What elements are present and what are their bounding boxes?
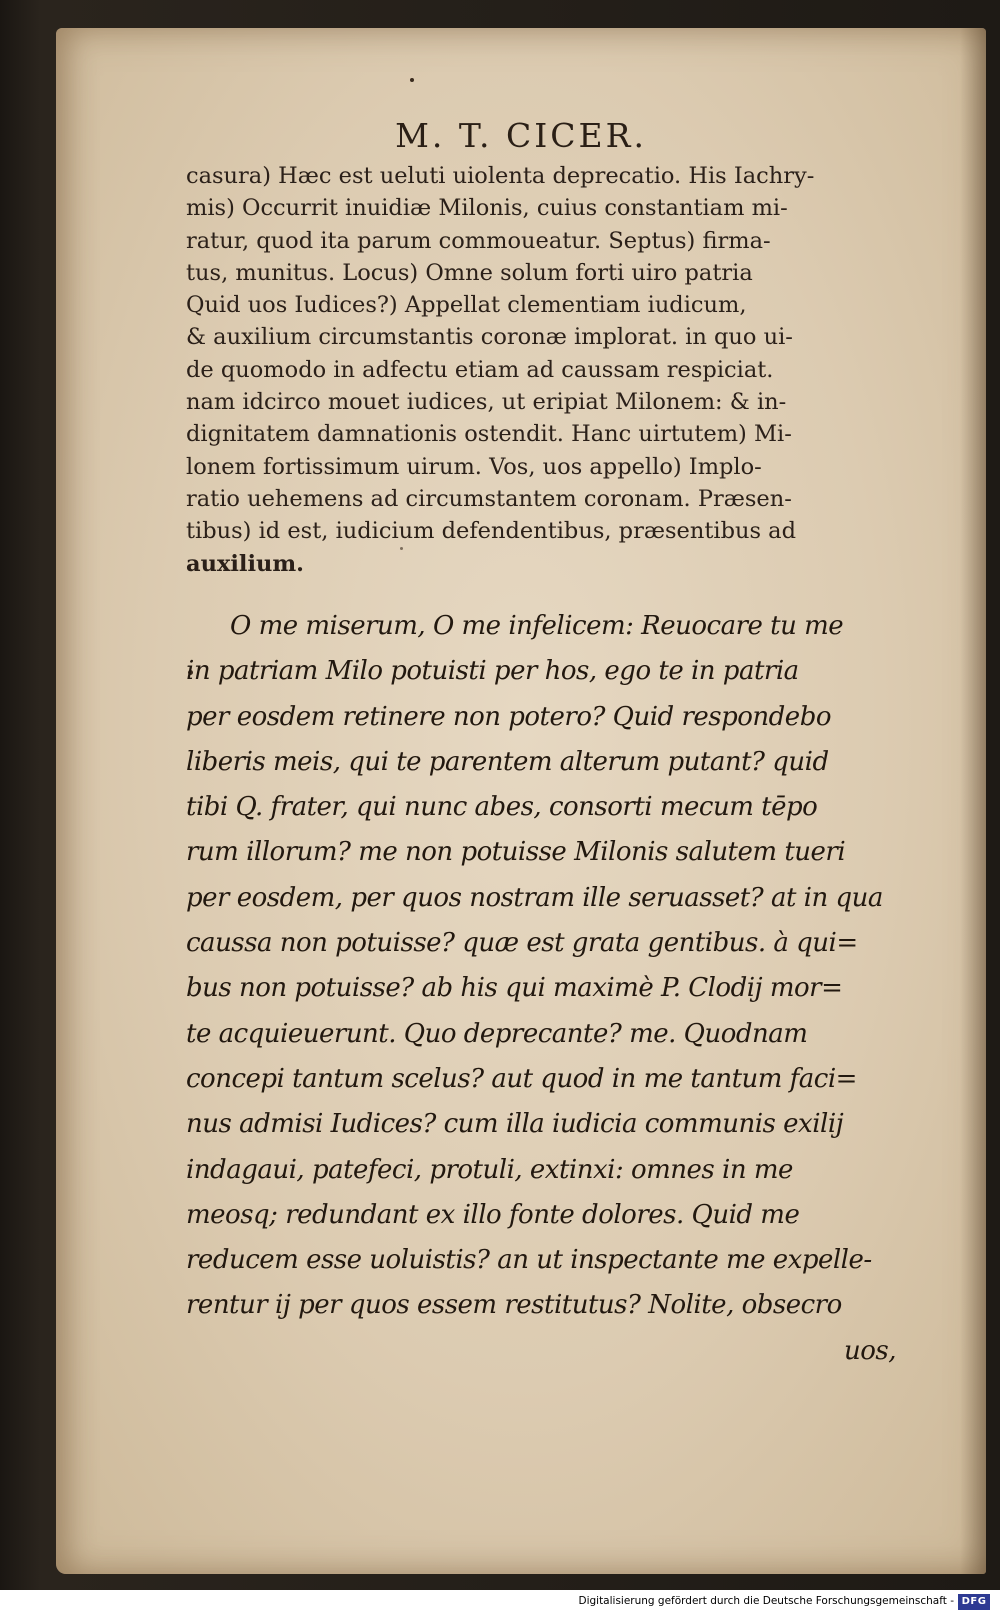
oration-line: in patriam Milo potuisti per hos, ego te in patria	[186, 656, 799, 687]
footer-bar	[0, 1591, 1000, 1614]
oration-line: te acquieuerunt. Quo deprecante? me. Quodnam	[186, 1018, 808, 1049]
oration-line: nus admisi Iudices? cum illa iudicia communis exilij	[186, 1109, 844, 1140]
funding-credit: Digitalisierung gefördert durch die Deutsche Forschungsgemeinschaft -	[578, 1595, 954, 1607]
oration-line: caussa non potuisse? quæ est grata gentibus. à qui=	[186, 928, 858, 959]
commentary-line: ratur, quod ita parum commoueatur. Septus) firma-	[186, 227, 771, 254]
oration-text-block	[186, 604, 906, 1374]
oration-line: bus non potuisse? ab his qui maximè P. Clodij mor=	[186, 973, 843, 1004]
commentary-line: tus, munitus. Locus) Omne solum forti uiro patria	[186, 259, 753, 286]
commentary-line: dignitatem damnationis ostendit. Hanc uirtutem) Mi-	[186, 421, 792, 448]
commentary-line: mis) Occurrit inuidiæ Milonis, cuius constantiam mi-	[186, 195, 788, 222]
oration-line: per eosdem, per quos nostram ille seruasset? at in qua	[186, 882, 883, 913]
ink-speck	[410, 78, 414, 82]
catchword: uos,	[843, 1335, 896, 1366]
running-head: M. T. CICER.	[395, 116, 647, 155]
commentary-line: tibus) id est, iudicium defendentibus, præsentibus ad	[186, 518, 796, 545]
oration-line: tibi Q. frater, qui nunc abes, consorti mecum tēpo	[186, 792, 818, 823]
commentary-line: de quomodo in adfectu etiam ad caussam respiciat.	[186, 356, 774, 383]
oration-line: O me miserum, O me infelicem: Reuocare tu me	[230, 611, 844, 641]
commentary-line: nam idcirco mouet iudices, ut eripiat Milonem: & in-	[186, 389, 787, 416]
commentary-line: lonem fortissimum uirum. Vos, uos appello) Implo-	[186, 453, 762, 480]
commentary-line: auxilium.	[186, 550, 304, 577]
oration-line: concepi tantum scelus? aut quod in me tantum faci=	[186, 1063, 857, 1094]
oration-line: rum illorum? me non potuisse Milonis salutem tueri	[186, 837, 846, 868]
commentary-line: ratio uehemens ad circumstantem coronam. Præsen-	[186, 485, 792, 512]
commentary-line: & auxilium circumstantis coronæ implorat. in quo ui-	[186, 324, 793, 351]
oration-line: meosq; redundant ex illo fonte dolores. Quid me	[186, 1199, 800, 1230]
oration-line: indagaui, patefeci, protuli, extinxi: omnes in me	[186, 1154, 793, 1185]
oration-line: reducem esse uoluistis? an ut inspectante me expelle-	[186, 1245, 872, 1276]
commentary-line: Quid uos Iudices?) Appellat clementiam iudicum,	[186, 292, 747, 319]
commentary-line: casura) Hæc est ueluti uiolenta deprecatio. His Iachry-	[186, 163, 815, 189]
oration-line: rentur ij per quos essem restitutus? Nolite, obsecro	[186, 1290, 842, 1321]
commentary-block	[186, 160, 906, 580]
dfg-logo[interactable]: DFG	[958, 1594, 990, 1610]
oration-line: liberis meis, qui te parentem alterum putant? quid	[186, 746, 829, 777]
oration-line: per eosdem retinere non potero? Quid respondebo	[186, 701, 831, 732]
